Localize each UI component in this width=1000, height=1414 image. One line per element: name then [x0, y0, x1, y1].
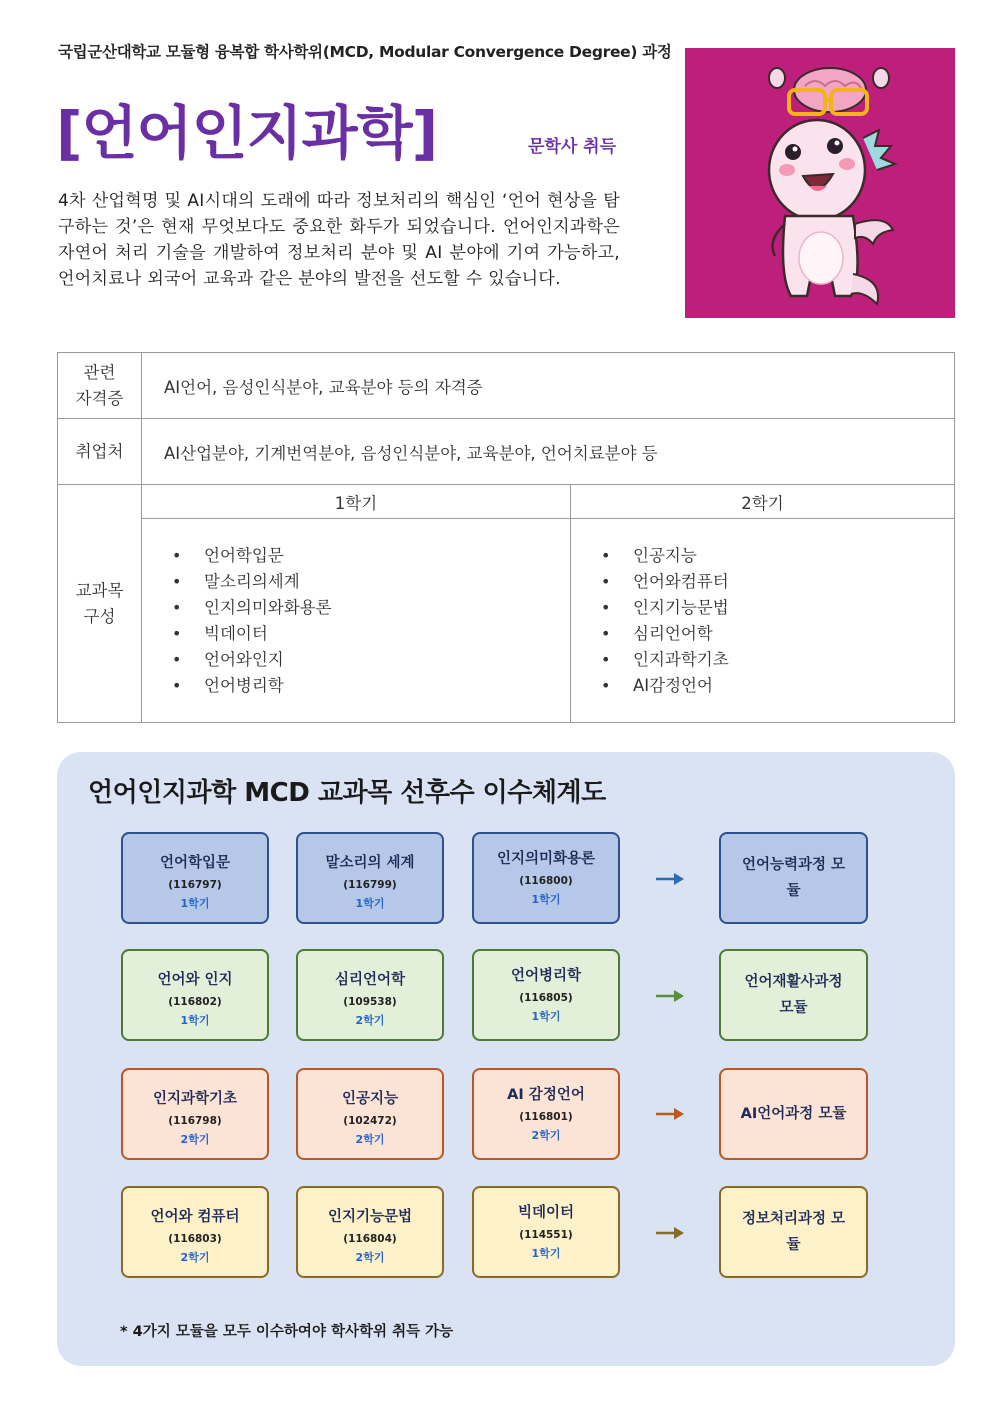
module-box: 언어재활사과정 모듈	[719, 949, 868, 1041]
course-box	[296, 1186, 444, 1278]
cert-label	[58, 353, 142, 419]
semester1-course-list	[142, 519, 571, 723]
course-semester: 1학기	[531, 1247, 561, 1260]
course-code: (116802)	[168, 996, 222, 1008]
intro-paragraph: 4차 산업혁명 및 AI시대의 도래에 따라 정보처리의 핵심인 ‘언어 현상을 탐구하는 것’은 현재 무엇보다도 중요한 화두가 되었습니다. 언어인지과학은 자연어 처리 기술을 개발하여 정보처리 분야 및 AI 분야에 기여 가능하고, 언어치료나 외국어 교육과 같은 분야의 발전을 선도할 수 있습니다.	[58, 191, 620, 289]
course-code: (102472)	[343, 1115, 397, 1127]
mascot-illustration	[685, 48, 955, 318]
course-box	[296, 1068, 444, 1160]
course-name: AI 감정언어	[507, 1087, 585, 1103]
course-semester: 2학기	[355, 1251, 385, 1264]
cert-label-line2: 자격증	[75, 388, 124, 408]
degree-label: 문학사 취득	[528, 137, 617, 157]
course-semester: 1학기	[531, 893, 561, 906]
course-name: 인지의미화용론	[496, 851, 596, 867]
course-code: (116800)	[519, 875, 573, 887]
list-item: • AI감정언어	[601, 673, 954, 699]
course-semester: 1학기	[180, 1014, 210, 1027]
cert-value: AI언어, 음성인식분야, 교육분야 등의 자격증	[142, 353, 955, 419]
course-box	[121, 1068, 269, 1160]
page-title: [언어인지과학]	[56, 99, 438, 167]
course-semester: 2학기	[180, 1133, 210, 1146]
course-code: (114551)	[519, 1229, 573, 1241]
curriculum-label-line1: 교과목	[75, 580, 124, 600]
course-name: 빅데이터	[517, 1205, 575, 1221]
module-box: 언어능력과정 모듈	[719, 832, 868, 924]
list-item: • 인지의미와화용론	[172, 595, 570, 621]
list-item: • 언어와인지	[172, 647, 570, 673]
course-box	[296, 949, 444, 1041]
list-item: • 언어와컴퓨터	[601, 569, 954, 595]
course-code: (116798)	[168, 1115, 222, 1127]
course-box	[121, 1186, 269, 1278]
course-box	[472, 832, 620, 924]
course-box	[472, 1186, 620, 1278]
course-box	[121, 949, 269, 1041]
course-code: (116804)	[343, 1233, 397, 1245]
course-code: (109538)	[343, 996, 397, 1008]
list-item: • 언어학입문	[172, 543, 570, 569]
course-semester: 2학기	[355, 1133, 385, 1146]
course-name: 언어병리학	[510, 968, 582, 984]
program-info-table	[57, 352, 955, 723]
list-item: • 심리언어학	[601, 621, 954, 647]
semester1-header: 1학기	[142, 485, 571, 519]
curriculum-label	[58, 485, 142, 723]
program-label: 국립군산대학교 모듈형 융복합 학사학위(MCD, Modular Convergence Degree) 과정	[58, 43, 672, 61]
footnote: * 4가지 모듈을 모두 이수하여야 학사학위 취득 가능	[120, 1324, 454, 1340]
course-box	[296, 832, 444, 924]
list-item: • 말소리의세계	[172, 569, 570, 595]
course-code: (116799)	[343, 879, 397, 891]
course-semester: 2학기	[355, 1014, 385, 1027]
arrow-right-icon	[656, 1226, 684, 1240]
course-box	[472, 1068, 620, 1160]
job-value: AI산업분야, 기계번역분야, 음성인식분야, 교육분야, 언어치료분야 등	[142, 419, 955, 485]
course-semester: 1학기	[180, 897, 210, 910]
arrow-right-icon	[656, 989, 684, 1003]
module-box: 정보처리과정 모듈	[719, 1186, 868, 1278]
course-name: 인공지능	[341, 1091, 399, 1107]
list-item: • 인공지능	[601, 543, 954, 569]
module-box: AI언어과정 모듈	[719, 1068, 868, 1160]
course-code: (116803)	[168, 1233, 222, 1245]
course-box	[121, 832, 269, 924]
course-semester: 2학기	[180, 1251, 210, 1264]
course-code: (116805)	[519, 992, 573, 1004]
list-item: • 빅데이터	[172, 621, 570, 647]
course-box	[472, 949, 620, 1041]
course-name: 인지과학기초	[152, 1091, 238, 1107]
course-name: 말소리의 세계	[325, 855, 415, 871]
course-name: 심리언어학	[334, 972, 406, 988]
course-name: 언어와 인지	[157, 972, 233, 988]
course-code: (116801)	[519, 1111, 573, 1123]
course-code: (116797)	[168, 879, 222, 891]
course-name: 인지기능문법	[327, 1209, 413, 1225]
job-label: 취업처	[58, 419, 142, 485]
cert-label-line1: 관련	[83, 362, 116, 382]
curriculum-label-line2: 구성	[83, 606, 116, 626]
mascot-character-icon	[685, 48, 955, 318]
list-item: • 언어병리학	[172, 673, 570, 699]
semester2-header: 2학기	[571, 485, 955, 519]
arrow-right-icon	[656, 872, 684, 886]
course-semester: 2학기	[531, 1129, 561, 1142]
course-semester: 1학기	[355, 897, 385, 910]
arrow-right-icon	[656, 1107, 684, 1121]
list-item: • 인지기능문법	[601, 595, 954, 621]
list-item: • 인지과학기초	[601, 647, 954, 673]
course-name: 언어학입문	[159, 855, 231, 871]
flow-title: 언어인지과학 MCD 교과목 선후수 이수체계도	[88, 778, 606, 808]
course-name: 언어와 컴퓨터	[150, 1209, 240, 1225]
course-semester: 1학기	[531, 1010, 561, 1023]
semester2-course-list	[571, 519, 955, 723]
